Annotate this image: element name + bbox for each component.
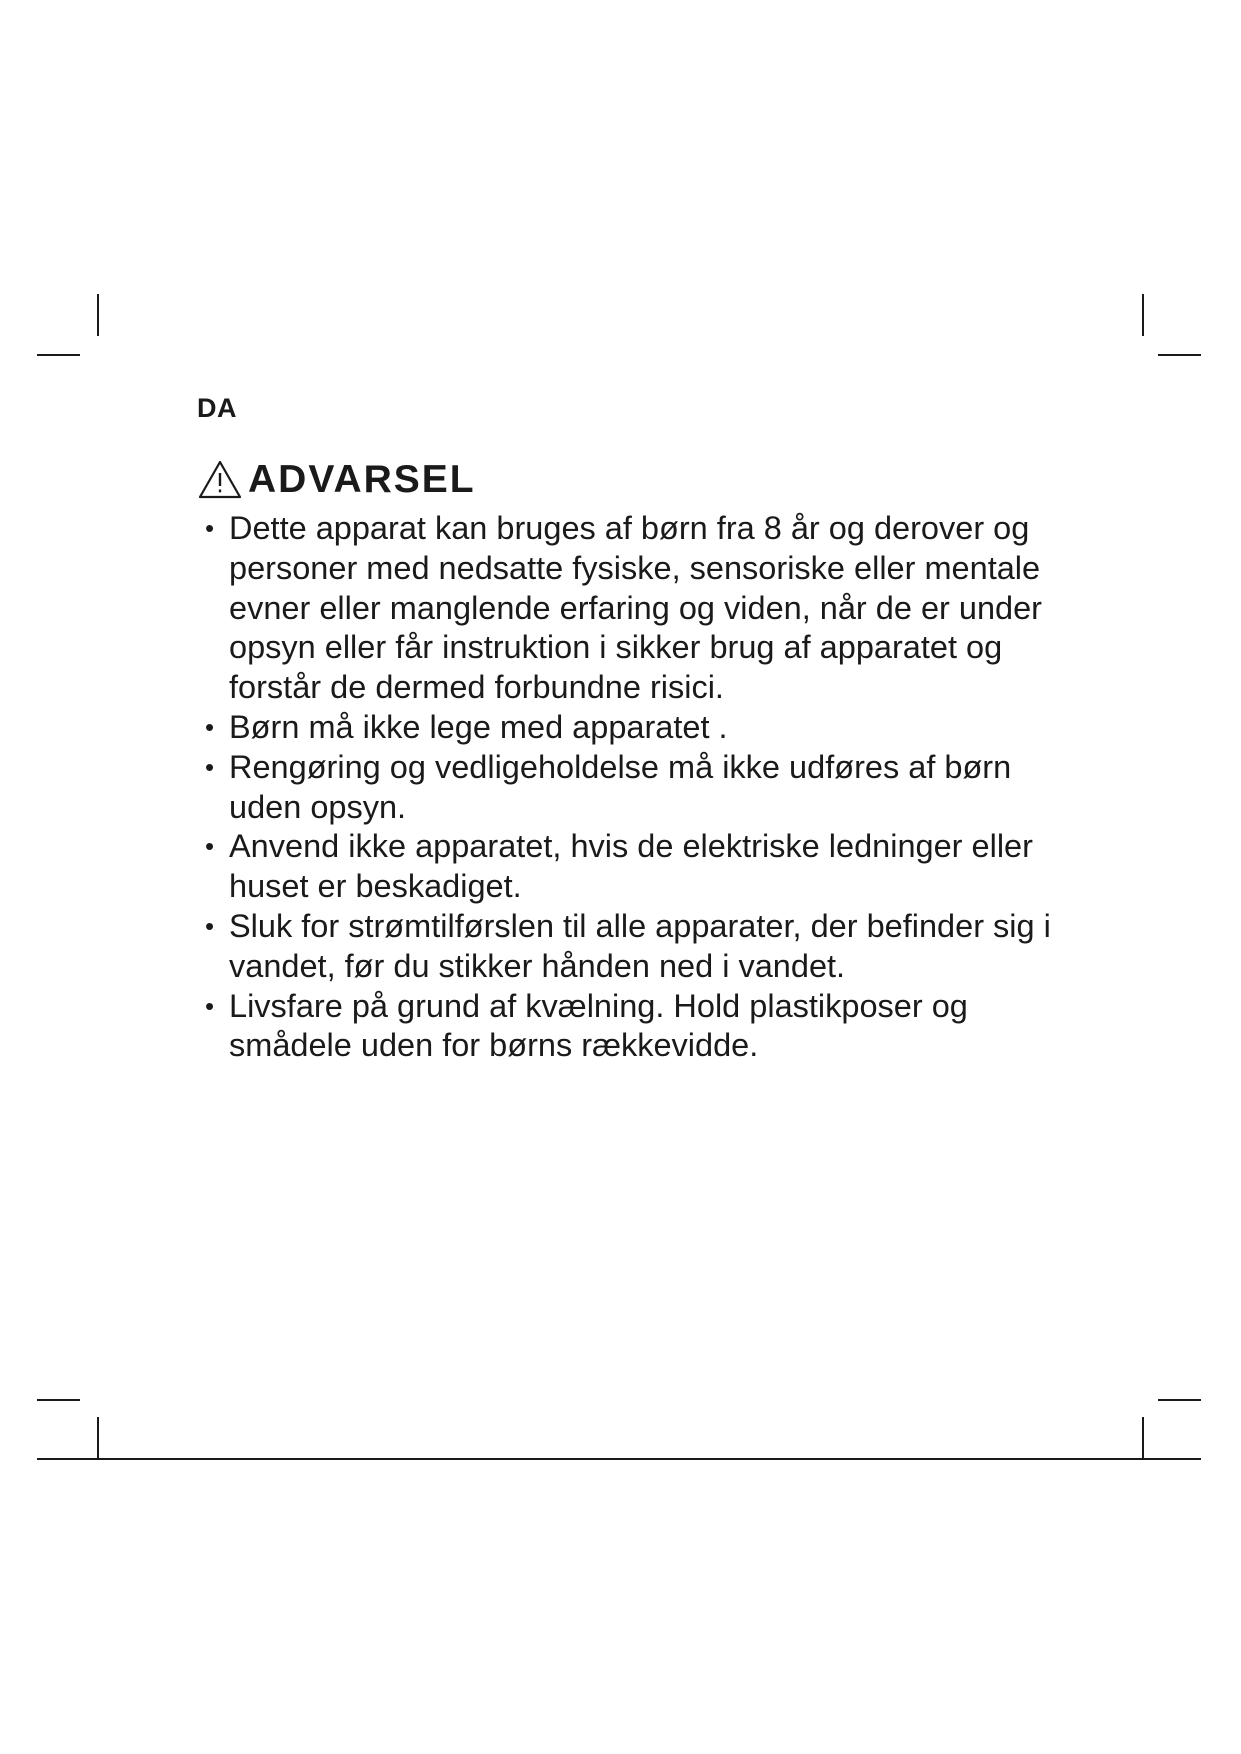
bullet: • (205, 711, 215, 742)
warning-list (205, 509, 1085, 1066)
crop-mark-top-right-vertical (1142, 294, 1144, 336)
list-item (205, 827, 1085, 907)
list-item (205, 907, 1085, 987)
warning-title: ADVARSEL (248, 458, 476, 501)
warning-text: Børn må ikke lege med apparatet . (229, 708, 728, 745)
crop-mark-bottom-right-vertical (1142, 1417, 1144, 1459)
warning-text: Rengøring og vedligeholdelse må ikke udføres af børn uden opsyn. (229, 748, 1012, 825)
crop-mark-top-left-horizontal (37, 354, 80, 356)
crop-mark-bottom-left-vertical (97, 1417, 99, 1459)
crop-mark-bottom-right-horizontal (1158, 1399, 1201, 1401)
language-code: DA (197, 393, 237, 423)
crop-mark-top-right-horizontal (1158, 354, 1201, 356)
warning-text: Sluk for strømtilførslen til alle apparater, der befinder sig i vandet, før du stikker hånden ned i vandet. (229, 907, 1051, 984)
list-item (205, 987, 1085, 1067)
crop-mark-bottom-left-horizontal (37, 1399, 80, 1401)
bullet: • (205, 831, 215, 862)
warning-text: Dette apparat kan bruges af børn fra 8 år og derover og personer med nedsatte fysiske, sensoriske eller mentale evner eller manglende erfaring og viden, når de er under opsyn eller får instruktion i sikker brug af apparatet og forstår de dermed forbundne risici. (229, 510, 1043, 706)
warning-text: Anvend ikke apparatet, hvis de elektriske ledninger eller huset er beskadiget. (229, 828, 1033, 905)
warning-text: Livsfare på grund af kvælning. Hold plastikposer og smådele uden for børns rækkevidde. (229, 987, 968, 1064)
crop-mark-top-left-vertical (97, 294, 99, 336)
bullet: • (205, 751, 215, 782)
warning-heading (198, 458, 476, 502)
bullet: • (205, 990, 215, 1021)
bullet: • (205, 910, 215, 941)
warning-triangle-icon (198, 460, 242, 500)
trim-line-bottom (37, 1458, 1201, 1460)
bullet: • (205, 513, 215, 543)
list-item (205, 748, 1085, 828)
list-item (205, 509, 1085, 708)
list-item (205, 708, 1085, 748)
